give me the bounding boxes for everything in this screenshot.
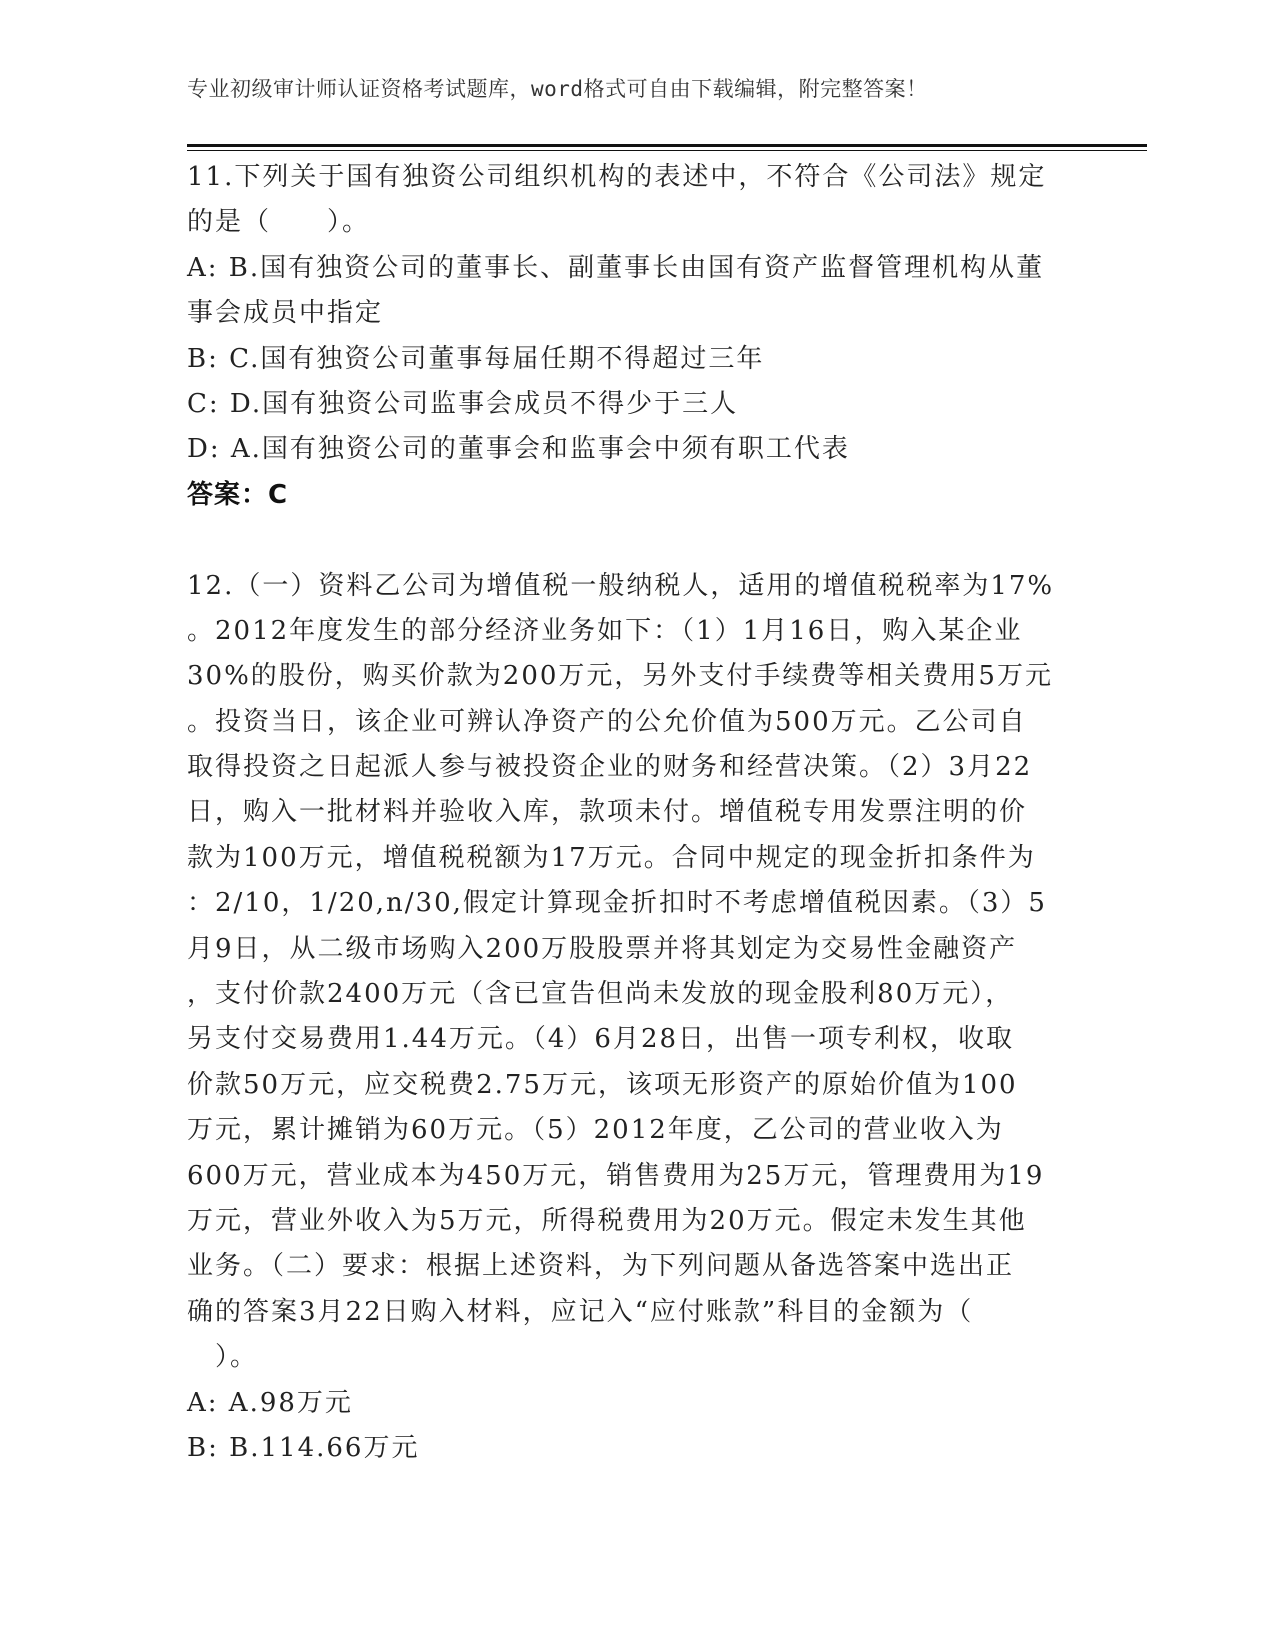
question-11-option-line: C: D.国有独资公司监事会成员不得少于三人	[187, 388, 739, 419]
question-11-answer: 答案：C	[187, 479, 289, 510]
question-12-stem-line: 另支付交易费用1.44万元。（4）6月28日，出售一项专利权，收取	[187, 1024, 1015, 1055]
question-12-stem-line: 。2012年度发生的部分经济业务如下：（1）1月16日，购入某企业	[187, 615, 1023, 646]
question-12-stem-line: 600万元，营业成本为450万元，销售费用为25万元，管理费用为19	[187, 1160, 1045, 1191]
question-12-stem-line: 万元，营业外收入为5万元，所得税费用为20万元。假定未发生其他	[187, 1205, 1027, 1236]
question-11-stem-line: 11.下列关于国有独资公司组织机构的表述中，不符合《公司法》规定	[187, 162, 1047, 192]
question-12-stem-line: 价款50万元，应交税费2.75万元，该项无形资产的原始价值为100	[187, 1069, 1018, 1100]
question-12-option-line: A: A.98万元	[187, 1387, 353, 1418]
page-header: 专业初级审计师认证资格考试题库，word格式可自由下载编辑，附完整答案！	[187, 77, 928, 101]
question-12-stem-line: 取得投资之日起派人参与被投资企业的财务和经营决策。（2）3月22	[187, 752, 1033, 783]
question-11-stem-line: 的是（ ）。	[187, 207, 371, 238]
question-12-stem-line: 款为100万元，增值税税额为17万元。合同中规定的现金折扣条件为	[187, 842, 1036, 873]
question-12	[187, 564, 1067, 1472]
question-12-stem-line: 12.（一）资料乙公司为增值税一般纳税人，适用的增值税税率为17%	[187, 570, 1055, 601]
question-11-option-line: B: C.国有独资公司董事每届任期不得超过三年	[187, 343, 765, 374]
header-rule-thick	[187, 144, 1147, 147]
question-12-stem-line: 万元，累计摊销为60万元。（5）2012年度，乙公司的营业收入为	[187, 1115, 1004, 1146]
question-11-option-line: A: B.国有独资公司的董事长、副董事长由国有资产监督管理机构从董	[187, 252, 1045, 283]
header-rule-thin	[187, 150, 1147, 151]
question-12-stem-line: ，支付价款2400万元（含已宣告但尚未发放的现金股利80万元），	[187, 979, 1014, 1010]
question-12-stem-line: 业务。（二）要求：根据上述资料，为下列问题从备选答案中选出正	[187, 1251, 1015, 1282]
question-12-stem-line: 月9日，从二级市场购入200万股股票并将其划定为交易性金融资产	[187, 933, 1018, 964]
question-12-stem-line: 。投资当日，该企业可辨认净资产的公允价值为500万元。乙公司自	[187, 706, 1027, 737]
question-11-option-line: D: A.国有独资公司的董事会和监事会中须有职工代表	[187, 434, 850, 465]
question-11	[187, 155, 1067, 518]
question-12-option-line: B: B.114.66万元	[187, 1432, 420, 1463]
question-12-stem-line: ）。	[187, 1342, 259, 1373]
question-spacer	[187, 518, 1067, 563]
question-content	[187, 155, 1067, 1471]
question-12-stem-line: 确的答案3月22日购入材料，应记入“应付账款”科目的金额为（	[187, 1296, 974, 1327]
question-12-stem-line: ：2/10，1/20,n/30,假定计算现金折扣时不考虑增值税因素。（3）5	[187, 888, 1047, 919]
question-11-option-line: 事会成员中指定	[187, 298, 384, 329]
question-12-stem-line: 30%的股份，购买价款为200万元，另外支付手续费等相关费用5万元	[187, 661, 1053, 692]
question-12-stem-line: 日，购入一批材料并验收入库，款项未付。增值税专用发票注明的价	[187, 797, 1028, 828]
